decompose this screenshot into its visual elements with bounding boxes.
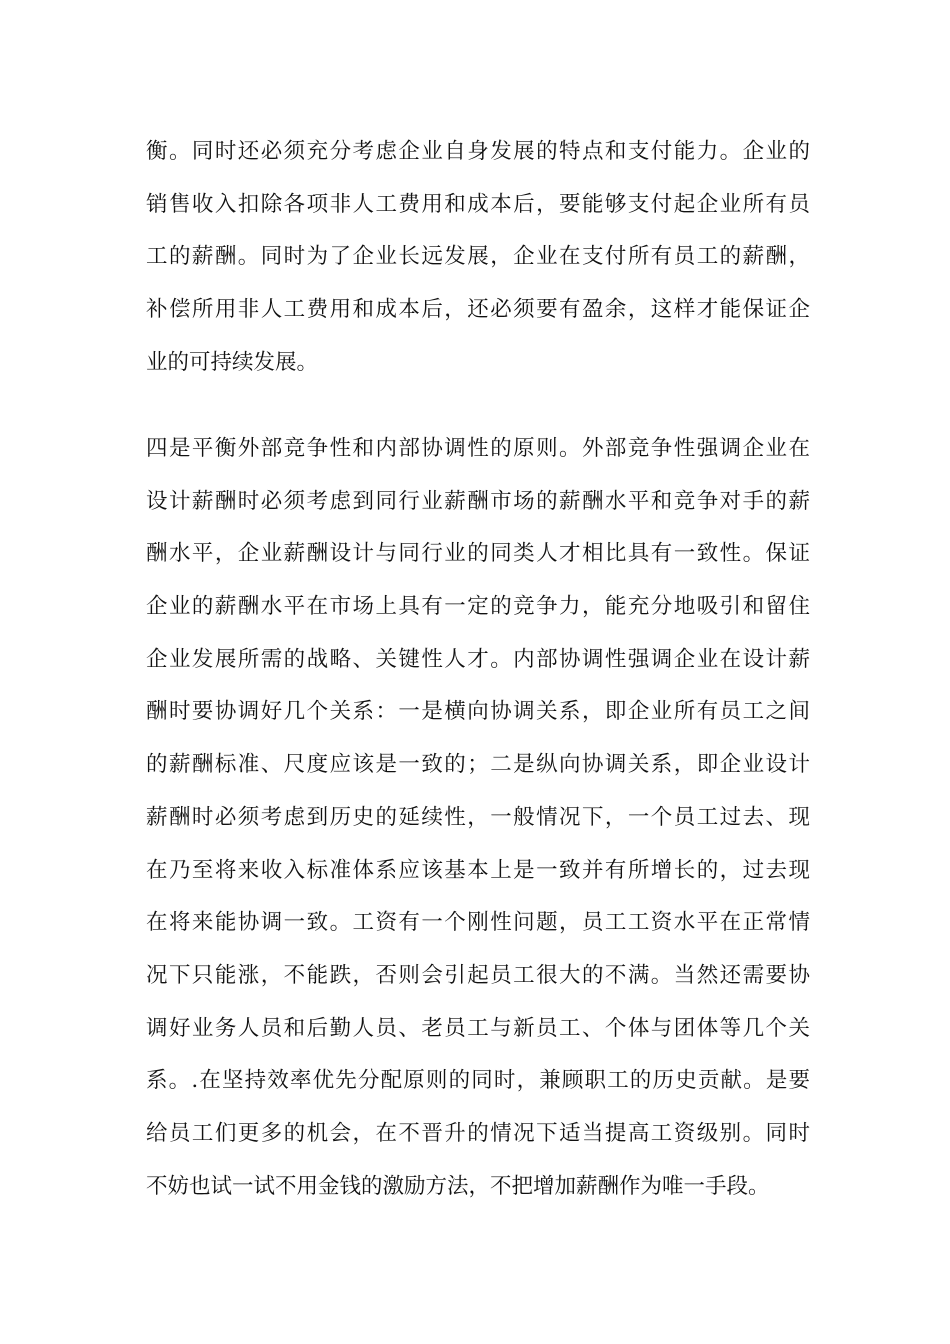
text-line: 衡。同时还必须充分考虑企业自身发展的特点和支付能力。企业的: [146, 139, 810, 164]
text-line: 在将来能协调一致。工资有一个刚性问题，员工工资水平在正常情: [146, 910, 810, 936]
text-line: 调好业务人员和后勤人员、老员工与新员工、个体与团体等几个关: [146, 1015, 810, 1041]
text-line: 补偿所用非人工费用和成本后，还必须要有盈余，这样才能保证企: [146, 297, 810, 323]
text-line: 系。.在坚持效率优先分配原则的同时，兼顾职工的历史贡献。是要: [146, 1068, 810, 1094]
text-line: 工的薪酬。同时为了企业长远发展，企业在支付所有员工的薪酬，: [146, 244, 810, 270]
text-line: 设计薪酬时必须考虑到同行业薪酬市场的薪酬水平和竞争对手的薪: [146, 488, 810, 514]
text-line: 企业发展所需的战略、关键性人才。内部协调性强调企业在设计薪: [146, 646, 810, 672]
text-line: 薪酬时必须考虑到历史的延续性，一般情况下，一个员工过去、现: [146, 804, 810, 830]
text-line: 企业的薪酬水平在市场上具有一定的竞争力，能充分地吸引和留住: [146, 594, 810, 620]
text-line: 销售收入扣除各项非人工费用和成本后，要能够支付起企业所有员: [146, 191, 810, 217]
text-line: 给员工们更多的机会，在不晋升的情况下适当提高工资级别。同时: [146, 1120, 810, 1146]
paragraph-payment-capacity: [146, 126, 810, 389]
text-line: 不妨也试一试不用金钱的激励方法，不把增加薪酬作为唯一手段。: [146, 1173, 770, 1199]
text-line: 在乃至将来收入标准体系应该基本上是一致并有所增长的，过去现: [146, 857, 810, 883]
text-line: 的薪酬标准、尺度应该是一致的；二是纵向协调关系，即企业设计: [146, 752, 810, 778]
text-line: 酬时要协调好几个关系：一是横向协调关系，即企业所有员工之间: [146, 699, 810, 725]
text-line: 四是平衡外部竞争性和内部协调性的原则。外部竞争性强调企业在: [146, 436, 810, 461]
paragraph-principle-four: [146, 423, 810, 1213]
text-line: 业的可持续发展。: [146, 349, 319, 375]
text-line: 况下只能涨，不能跌，否则会引起员工很大的不满。当然还需要协: [146, 962, 810, 988]
text-line: 酬水平，企业薪酬设计与同行业的同类人才相比具有一致性。保证: [146, 541, 810, 567]
